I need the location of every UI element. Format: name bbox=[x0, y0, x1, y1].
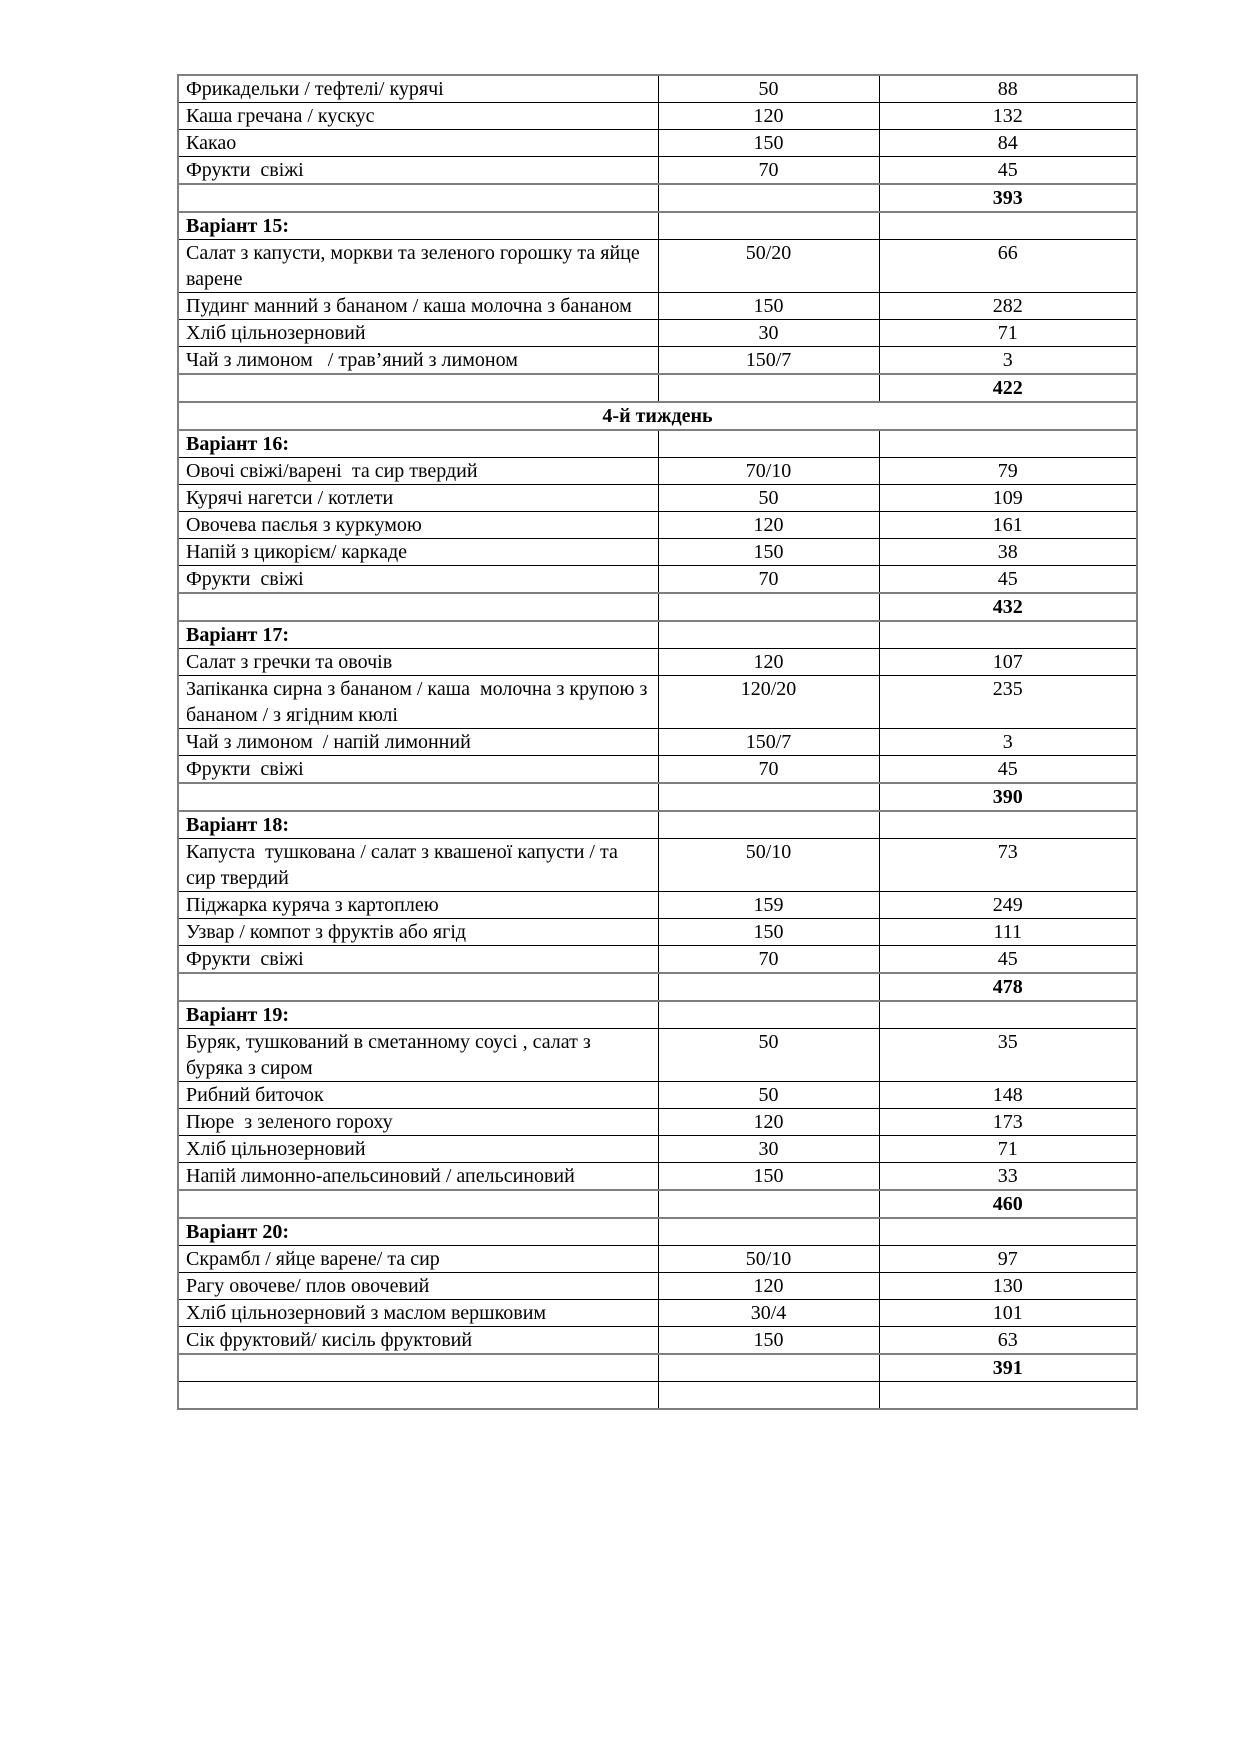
dish-cell: Варіант 19: bbox=[178, 1001, 658, 1029]
menu-item-row bbox=[178, 839, 1137, 892]
calories-cell bbox=[879, 811, 1137, 839]
portion-cell: 159 bbox=[658, 892, 879, 919]
portion-cell: 120 bbox=[658, 1273, 879, 1300]
variant-header-row bbox=[178, 621, 1137, 649]
dish-cell: Запіканка сирна з бананом / каша молочна з крупою з бананом / з ягідним кюлі bbox=[178, 676, 658, 729]
variant-header-row bbox=[178, 1001, 1137, 1029]
portion-cell bbox=[658, 783, 879, 811]
dish-cell: Варіант 20: bbox=[178, 1218, 658, 1246]
portion-cell bbox=[658, 1354, 879, 1382]
portion-cell: 120 bbox=[658, 649, 879, 676]
dish-cell bbox=[178, 783, 658, 811]
dish-cell: Фрикадельки / тефтелі/ курячі bbox=[178, 75, 658, 103]
calories-cell bbox=[879, 621, 1137, 649]
calories-cell: 3 bbox=[879, 729, 1137, 756]
menu-item-row bbox=[178, 676, 1137, 729]
portion-cell: 120 bbox=[658, 103, 879, 130]
variant-header-row bbox=[178, 811, 1137, 839]
calories-cell: 130 bbox=[879, 1273, 1137, 1300]
dish-cell: Пюре з зеленого гороху bbox=[178, 1109, 658, 1136]
menu-item-row bbox=[178, 157, 1137, 185]
portion-cell bbox=[658, 1190, 879, 1218]
dish-cell: Варіант 18: bbox=[178, 811, 658, 839]
menu-item-row bbox=[178, 1163, 1137, 1191]
dish-cell bbox=[178, 374, 658, 402]
portion-cell: 30/4 bbox=[658, 1300, 879, 1327]
calories-cell: 107 bbox=[879, 649, 1137, 676]
portion-cell: 70 bbox=[658, 157, 879, 185]
portion-cell bbox=[658, 621, 879, 649]
menu-item-row bbox=[178, 320, 1137, 347]
dish-cell: Фрукти свіжі bbox=[178, 946, 658, 974]
menu-item-row bbox=[178, 919, 1137, 946]
dish-cell: Хліб цільнозерновий з маслом вершковим bbox=[178, 1300, 658, 1327]
calories-cell: 45 bbox=[879, 566, 1137, 594]
calories-cell: 148 bbox=[879, 1082, 1137, 1109]
menu-total-row bbox=[178, 593, 1137, 621]
empty-row bbox=[178, 1382, 1137, 1410]
menu-total-row bbox=[178, 184, 1137, 212]
calories-cell: 432 bbox=[879, 593, 1137, 621]
portion-cell: 120 bbox=[658, 512, 879, 539]
dish-cell: Фрукти свіжі bbox=[178, 157, 658, 185]
calories-cell: 84 bbox=[879, 130, 1137, 157]
dish-cell: Овочі свіжі/варені та сир твердий bbox=[178, 458, 658, 485]
portion-cell: 150 bbox=[658, 130, 879, 157]
portion-cell: 50 bbox=[658, 1029, 879, 1082]
menu-item-row bbox=[178, 458, 1137, 485]
calories-cell: 73 bbox=[879, 839, 1137, 892]
dish-cell: Піджарка куряча з картоплею bbox=[178, 892, 658, 919]
portion-cell: 150 bbox=[658, 1163, 879, 1191]
menu-total-row bbox=[178, 374, 1137, 402]
portion-cell bbox=[658, 430, 879, 458]
calories-cell: 393 bbox=[879, 184, 1137, 212]
calories-cell: 422 bbox=[879, 374, 1137, 402]
calories-cell: 109 bbox=[879, 485, 1137, 512]
menu-item-row bbox=[178, 130, 1137, 157]
portion-cell: 70/10 bbox=[658, 458, 879, 485]
portion-cell: 50/20 bbox=[658, 240, 879, 293]
menu-item-row bbox=[178, 756, 1137, 784]
dish-cell bbox=[178, 1190, 658, 1218]
menu-item-row bbox=[178, 103, 1137, 130]
dish-cell: Буряк, тушкований в сметанному соусі , салат з буряка з сиром bbox=[178, 1029, 658, 1082]
portion-cell: 70 bbox=[658, 566, 879, 594]
variant-header-row bbox=[178, 430, 1137, 458]
menu-item-row bbox=[178, 1029, 1137, 1082]
dish-cell: Каша гречана / кускус bbox=[178, 103, 658, 130]
portion-cell: 120 bbox=[658, 1109, 879, 1136]
portion-cell: 70 bbox=[658, 946, 879, 974]
portion-cell bbox=[658, 212, 879, 240]
dish-cell: Варіант 16: bbox=[178, 430, 658, 458]
dish-cell: Пудинг манний з бананом / каша молочна з бананом bbox=[178, 293, 658, 320]
calories-cell: 45 bbox=[879, 756, 1137, 784]
menu-total-row bbox=[178, 1354, 1137, 1382]
portion-cell: 120/20 bbox=[658, 676, 879, 729]
menu-item-row bbox=[178, 1327, 1137, 1355]
dish-cell: Варіант 17: bbox=[178, 621, 658, 649]
dish-cell: Сік фруктовий/ кисіль фруктовий bbox=[178, 1327, 658, 1355]
calories-cell: 391 bbox=[879, 1354, 1137, 1382]
portion-cell bbox=[658, 184, 879, 212]
menu-table-body bbox=[178, 75, 1137, 1409]
calories-cell: 161 bbox=[879, 512, 1137, 539]
dish-cell: Фрукти свіжі bbox=[178, 566, 658, 594]
calories-cell: 478 bbox=[879, 973, 1137, 1001]
menu-item-row bbox=[178, 1136, 1137, 1163]
menu-item-row bbox=[178, 729, 1137, 756]
dish-cell: Рагу овочеве/ плов овочевий bbox=[178, 1273, 658, 1300]
menu-item-row bbox=[178, 1082, 1137, 1109]
dish-cell: Напій з цикорієм/ каркаде bbox=[178, 539, 658, 566]
dish-cell: Чай з лимоном / напій лимонний bbox=[178, 729, 658, 756]
calories-cell: 63 bbox=[879, 1327, 1137, 1355]
menu-total-row bbox=[178, 783, 1137, 811]
calories-cell: 45 bbox=[879, 946, 1137, 974]
portion-cell: 150 bbox=[658, 539, 879, 566]
calories-cell: 79 bbox=[879, 458, 1137, 485]
calories-cell: 71 bbox=[879, 320, 1137, 347]
dish-cell bbox=[178, 973, 658, 1001]
dish-cell: Рибний биточок bbox=[178, 1082, 658, 1109]
portion-cell: 50 bbox=[658, 1082, 879, 1109]
menu-item-row bbox=[178, 649, 1137, 676]
calories-cell: 282 bbox=[879, 293, 1137, 320]
portion-cell: 50 bbox=[658, 485, 879, 512]
dish-cell: Скрамбл / яйце варене/ та сир bbox=[178, 1246, 658, 1273]
portion-cell: 70 bbox=[658, 756, 879, 784]
portion-cell: 150/7 bbox=[658, 347, 879, 375]
menu-item-row bbox=[178, 946, 1137, 974]
menu-item-row bbox=[178, 240, 1137, 293]
dish-cell bbox=[178, 1382, 658, 1410]
portion-cell bbox=[658, 811, 879, 839]
portion-cell bbox=[658, 973, 879, 1001]
dish-cell: Курячі нагетси / котлети bbox=[178, 485, 658, 512]
dish-cell: Овочева паєлья з куркумою bbox=[178, 512, 658, 539]
menu-item-row bbox=[178, 347, 1137, 375]
dish-cell: Какао bbox=[178, 130, 658, 157]
variant-header-row bbox=[178, 1218, 1137, 1246]
dish-cell: Напій лимонно-апельсиновий / апельсиновий bbox=[178, 1163, 658, 1191]
calories-cell: 173 bbox=[879, 1109, 1137, 1136]
portion-cell: 150 bbox=[658, 293, 879, 320]
menu-item-row bbox=[178, 566, 1137, 594]
calories-cell: 45 bbox=[879, 157, 1137, 185]
calories-cell: 35 bbox=[879, 1029, 1137, 1082]
portion-cell: 30 bbox=[658, 320, 879, 347]
calories-cell: 97 bbox=[879, 1246, 1137, 1273]
dish-cell: Фрукти свіжі bbox=[178, 756, 658, 784]
portion-cell: 30 bbox=[658, 1136, 879, 1163]
dish-cell: Хліб цільнозерновий bbox=[178, 1136, 658, 1163]
calories-cell: 88 bbox=[879, 75, 1137, 103]
dish-cell: Варіант 15: bbox=[178, 212, 658, 240]
calories-cell bbox=[879, 1382, 1137, 1410]
portion-cell bbox=[658, 1001, 879, 1029]
dish-cell: Узвар / компот з фруктів або ягід bbox=[178, 919, 658, 946]
calories-cell: 460 bbox=[879, 1190, 1137, 1218]
calories-cell: 235 bbox=[879, 676, 1137, 729]
calories-cell: 249 bbox=[879, 892, 1137, 919]
calories-cell bbox=[879, 1001, 1137, 1029]
menu-item-row bbox=[178, 539, 1137, 566]
portion-cell: 50 bbox=[658, 75, 879, 103]
variant-header-row bbox=[178, 212, 1137, 240]
menu-item-row bbox=[178, 485, 1137, 512]
calories-cell: 3 bbox=[879, 347, 1137, 375]
dish-cell: Чай з лимоном / трав’яний з лимоном bbox=[178, 347, 658, 375]
portion-cell: 50/10 bbox=[658, 1246, 879, 1273]
portion-cell: 50/10 bbox=[658, 839, 879, 892]
calories-cell bbox=[879, 1218, 1137, 1246]
portion-cell bbox=[658, 374, 879, 402]
calories-cell: 111 bbox=[879, 919, 1137, 946]
menu-total-row bbox=[178, 973, 1137, 1001]
dish-cell bbox=[178, 593, 658, 621]
portion-cell: 150 bbox=[658, 1327, 879, 1355]
dish-cell: Хліб цільнозерновий bbox=[178, 320, 658, 347]
portion-cell: 150 bbox=[658, 919, 879, 946]
dish-cell: Салат з капусти, моркви та зеленого горошку та яйце варене bbox=[178, 240, 658, 293]
calories-cell bbox=[879, 430, 1137, 458]
calories-cell: 33 bbox=[879, 1163, 1137, 1191]
menu-item-row bbox=[178, 75, 1137, 103]
calories-cell: 132 bbox=[879, 103, 1137, 130]
menu-item-row bbox=[178, 1109, 1137, 1136]
week-label-cell: 4-й тиждень bbox=[178, 402, 1137, 430]
calories-cell: 390 bbox=[879, 783, 1137, 811]
calories-cell: 71 bbox=[879, 1136, 1137, 1163]
calories-cell bbox=[879, 212, 1137, 240]
dish-cell: Салат з гречки та овочів bbox=[178, 649, 658, 676]
menu-item-row bbox=[178, 293, 1137, 320]
portion-cell bbox=[658, 1382, 879, 1410]
dish-cell bbox=[178, 1354, 658, 1382]
menu-item-row bbox=[178, 1300, 1137, 1327]
portion-cell bbox=[658, 1218, 879, 1246]
calories-cell: 101 bbox=[879, 1300, 1137, 1327]
dish-cell bbox=[178, 184, 658, 212]
portion-cell: 150/7 bbox=[658, 729, 879, 756]
dish-cell: Капуста тушкована / салат з квашеної капусти / та сир твердий bbox=[178, 839, 658, 892]
menu-item-row bbox=[178, 512, 1137, 539]
menu-item-row bbox=[178, 1273, 1137, 1300]
week-header-row bbox=[178, 402, 1137, 430]
menu-item-row bbox=[178, 892, 1137, 919]
calories-cell: 66 bbox=[879, 240, 1137, 293]
menu-table bbox=[177, 74, 1138, 1410]
calories-cell: 38 bbox=[879, 539, 1137, 566]
menu-item-row bbox=[178, 1246, 1137, 1273]
portion-cell bbox=[658, 593, 879, 621]
menu-total-row bbox=[178, 1190, 1137, 1218]
